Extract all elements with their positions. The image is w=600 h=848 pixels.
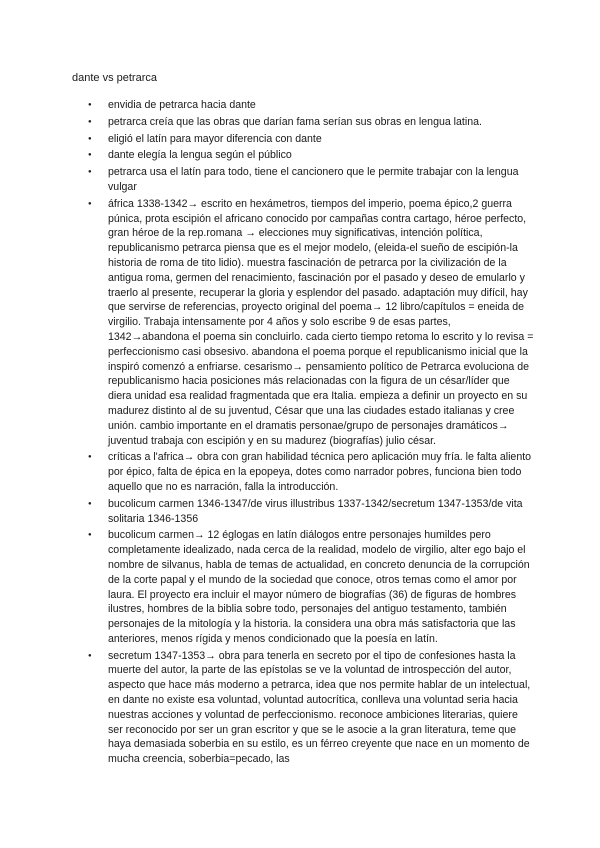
bullet-item: ● envidia de petrarca hacia dante bbox=[72, 98, 534, 113]
bullet-item: ● bucolicum carmen 1346-1347/de virus illustribus 1337-1342/secretum 1347-1353/de vita solitaria 1346-1356 bbox=[72, 497, 534, 527]
document-title: dante vs petrarca bbox=[72, 72, 157, 84]
bullet-item: ● petrarca usa el latín para todo, tiene el cancionero que le permite trabajar con la lengua vulgar bbox=[72, 165, 534, 195]
bullet-item: ● secretum 1347-1353→ obra para tenerla en secreto por el tipo de confesiones hasta la muerte del autor, la parte de las epístolas se ve la voluntad de introspección del autor, aspecto que hace más moderno a petrarca, idea que nos permite hablar de un intelectual, en dante no existe esa voluntad, voluntad autocrítica, conlleva una voluntad seria hacia nuestras acciones y voluntad de perfeccionismo. reconoce ambiciones literarias, quiere ser reconocido por ser un gran escritor y que se le asocie a la gran literatura, teme que haya demasiada soberbia en su estilo, es un férreo creyente que nace en un momento de mucha creencia, soberbia=pecado, las bbox=[72, 649, 534, 767]
bullet-list bbox=[72, 98, 534, 769]
bullet-item: ● críticas a l'africa→ obra con gran habilidad técnica pero aplicación muy fría. le falta aliento por épico, falta de épica en la epopeya, dotes como narrador pobres, funciona bien todo aquello que no es narración, falla la introducción. bbox=[72, 450, 534, 494]
bullet-item: ● bucolicum carmen→ 12 églogas en latín diálogos entre personajes humildes pero completamente idealizado, nada cerca de la realidad, modelo de virgilio, alter ego bajo el nombre de silvanus, habla de temas de actualidad, en concreto denuncia de la corrupción de la corte papal y el mundo de la sociedad que conoce, otros temas como el amor por laura. El proyecto era incluir el mayor número de biografías (36) de figuras de hombres ilustres, hombres de la biblia sobre todo, personajes del antiguo testamento, también personajes de la mitología y la historia. la considera una obra más satisfactoria que las anteriores, menos rígida y menos condicionado que la poesía en latín. bbox=[72, 528, 534, 646]
bullet-item: ● dante elegía la lengua según el público bbox=[72, 148, 534, 163]
bullet-item: ● eligió el latín para mayor diferencia con dante bbox=[72, 132, 534, 147]
bullet-item: ● áfrica 1338-1342→ escrito en hexámetros, tiempos del imperio, poema épico,2 guerra púnica, prota escipión el africano conocido por campañas contra cartago, héroe perfecto, gran héroe de la rep.romana → elecciones muy significativas, intención política, republicanismo petrarca piensa que es el mejor modelo, (eleida-el sueño de escipión-la historia de roma de tito lidio). muestra fascinación de petrarca por la civilización de la antigua roma, germen del renacimiento, fascinación por el pasado y deseo de emularlo y traerlo al presente, recuperar la gloria y esplendor del pasado. adaptación muy difícil, hay que servirse de referencias, proyecto original del poema→ 12 libro/capítulos = eneida de virgilio. Trabaja intensamente por 4 años y solo escribe 9 de esas partes, 1342→abandona el poema sin concluirlo. cada cierto tiempo retoma lo escrito y lo revisa = perfeccionismo casi obsesivo. abandona el poema porque el republicanismo inicial que la inspiró comenzó a enfriarse. cesarismo→ pensamiento político de Petrarca evoluciona de republicanismo hacia posiciones más relacionadas con la figura de un césar/líder que diera unidad esa realidad fragmentada que era Italia. empieza a definir un proyecto en su madurez distinto al de su juventud, César que una las ciudades estado italianas y cree unión. cambio importante en el dramatis personae/grupo de personajes dramáticos→ juventud trabaja con escipión y en su madurez (biografías) julio césar. bbox=[72, 197, 534, 449]
bullet-item: ● petrarca creía que las obras que darían fama serían sus obras en lengua latina. bbox=[72, 115, 534, 130]
